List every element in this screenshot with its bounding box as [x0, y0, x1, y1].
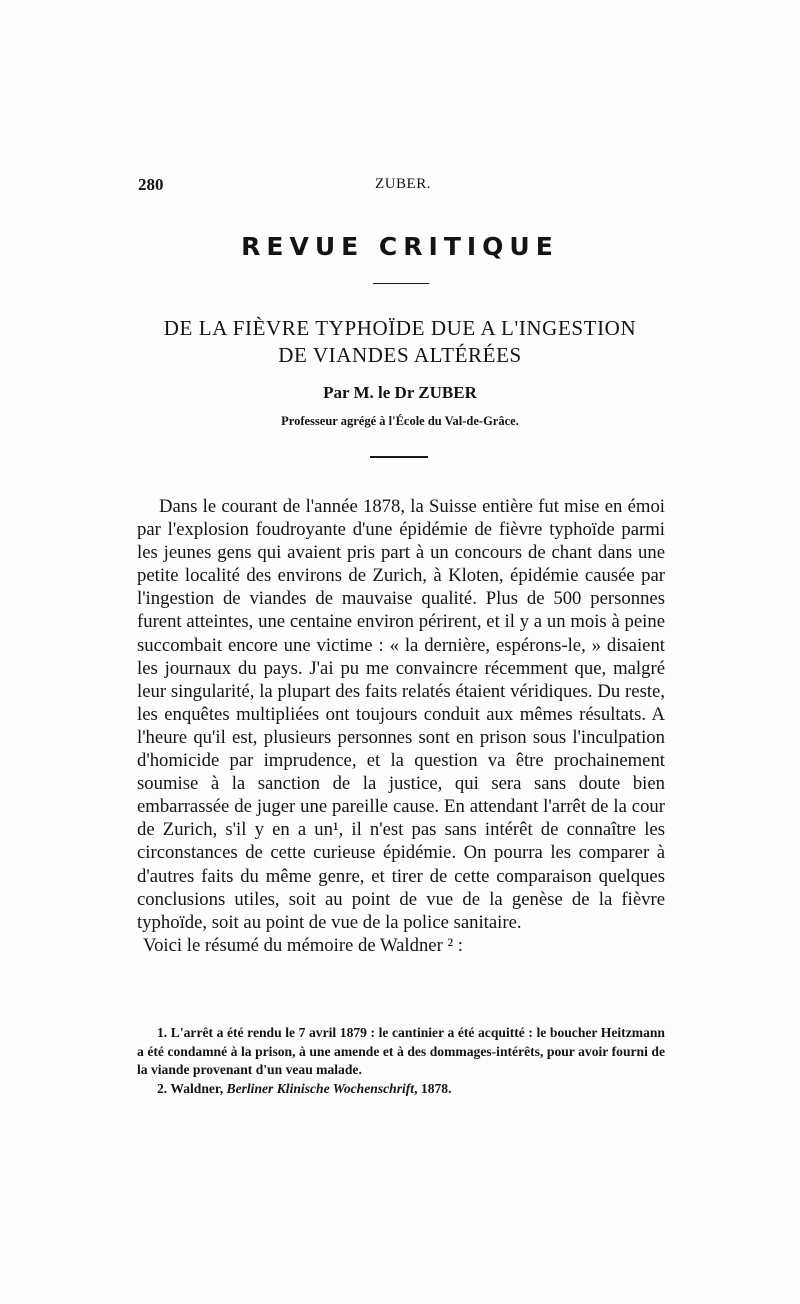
body-paragraph: Voici le résumé du mémoire de Waldner ² :	[143, 934, 463, 956]
page-number: 280	[138, 175, 164, 194]
running-head: ZUBER.	[375, 176, 431, 192]
footnote-2-prefix: 2. Waldner,	[157, 1080, 227, 1096]
article-subtitle-line-2: DE VIANDES ALTÉRÉES	[278, 343, 522, 367]
footnote-2-suffix: , 1878.	[414, 1080, 452, 1096]
header-divider	[370, 456, 428, 458]
footnote-2	[137, 1080, 665, 1099]
footnote-1: 1. L'arrêt a été rendu le 7 avril 1879 : le cantinier a été acquitté : le boucher Heitzmann a été condamné à la prison, à une amende et à des dommages-intérêts, pour avoir fourni de la viande provenant d'un veau malade.	[137, 1025, 665, 1077]
footnote-2-journal-title: Berliner Klinische Wochenschrift	[226, 1080, 415, 1096]
footnotes	[137, 1024, 665, 1098]
article-subtitle-line-1: DE LA FIÈVRE TYPHOÏDE DUE A L'INGESTION	[163, 316, 637, 340]
page-header	[138, 175, 668, 203]
author-affiliation: Professeur agrégé à l'École du Val-de-Grâce.	[281, 414, 519, 428]
body-paragraph: Dans le courant de l'année 1878, la Suisse entière fut mise en émoi par l'explosion foudroyante d'une épidémie de fièvre typhoïde parmi les jeunes gens qui avaient pris part à un concours de chant dans une petite localité des environs de Zurich, à Kloten, épidémie causée par l'ingestion de viandes de mauvaise qualité. Plus de 500 personnes furent atteintes, une centaine environ périrent, et il y a un mois à peine succombait encore une victime : « la dernière, espérons-le, » disaient les journaux du pays. J'ai pu me convaincre récemment que, malgré leur singularité, la plupart des faits relatés étaient véridiques. Du reste, les enquêtes multipliées ont toujours conduit aux mêmes résultats. A l'heure qu'il est, plusieurs personnes sont en prison sous l'inculpation d'homicide par imprudence, et la question va être prochainement soumise à la sanction de la justice, qui sera sans doute bien embarrassée de juger une pareille cause. En attendant l'arrêt de la cour de Zurich, s'il y en a un¹, il n'est pas sans intérêt de connaître les circonstances de cette curieuse épidémie. On pourra les comparer à d'autres faits du même genre, et tirer de cette comparaison quelques conclusions utiles, soit au point de vue de la genèse de la fièvre typhoïde, soit au point de vue de la police sanitaire.	[137, 496, 665, 933]
title-divider	[373, 283, 429, 284]
article-body	[137, 495, 665, 957]
author-byline: Par M. le Dr ZUBER	[323, 383, 477, 402]
article-title: REVUE CRITIQUE	[241, 232, 559, 261]
